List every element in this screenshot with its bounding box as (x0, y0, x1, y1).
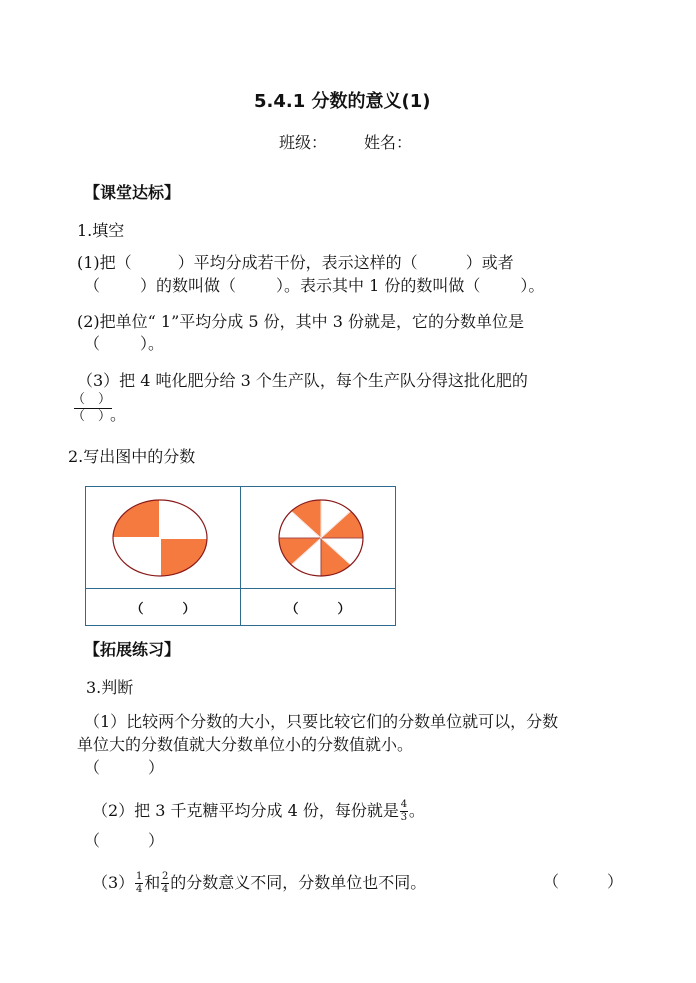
q3-item-2-answer[interactable]: （ ） (84, 831, 165, 850)
q1-heading: 1.填空 (77, 221, 125, 240)
slice-top-left (113, 500, 160, 538)
q3-item-1-answer[interactable]: （ ） (84, 758, 165, 777)
answer-cell-2[interactable]: （ ） (241, 589, 396, 626)
q2-heading: 2.写出图中的分数 (68, 447, 196, 466)
slice-bottom-left (113, 538, 160, 576)
section-heading-extension: 【拓展练习】 (84, 640, 181, 659)
q3-item-3-answer[interactable]: （ ） (543, 872, 624, 891)
class-label: 班级： (279, 133, 328, 152)
q3-item-3: （3） $\frac{1}{4}$ 和 $\frac{2}{4}$ 的分数意义不同，分数单位也不同。 (92, 871, 427, 895)
fraction-two-quarters: $\frac{2}{4}$ (162, 871, 169, 895)
fraction-four-thirds: $\frac{4}{3}$ (400, 799, 408, 823)
q1-line-5: （3）把 4 吨化肥分给 3 个生产队，每个生产队分得这批化肥的 (77, 371, 528, 390)
q1-line-1: (1)把（ ）平均分成若干份，表示这样的（ ）或者 (77, 253, 514, 272)
answer-cell-1[interactable]: （ ） (86, 589, 241, 626)
slice-top-right (160, 500, 207, 538)
circle-quarters-figure (86, 487, 240, 588)
fraction-figure-table (85, 486, 396, 626)
q1-line-2: （ ）的数叫做（ ）。表示其中 1 份的数叫做（ ）。 (84, 276, 545, 295)
name-label: 姓名： (364, 133, 413, 152)
page-title: 5.4.1 分数的意义(1) (254, 91, 431, 112)
answer-fraction-blank[interactable]: （ ） （ ） (72, 392, 112, 424)
figure-cell-1 (86, 487, 241, 589)
q1-line-3: (2)把单位“ 1”平均分成 5 份，其中 3 份就是，它的分数单位是 (77, 312, 524, 331)
fraction-one-quarter: $\frac{1}{4}$ (136, 871, 143, 895)
figure-cell-2 (241, 487, 396, 589)
slice-bottom-right (160, 538, 207, 576)
q3-item-1-line-2: 单位大的分数值就大分数单位小的分数值就小。 (77, 735, 414, 754)
q3-item-1-line-1: （1）比较两个分数的大小，只要比较它们的分数单位就可以，分数 (84, 712, 559, 731)
q1-line-4: （ ）。 (84, 334, 165, 353)
section-heading-classwork: 【课堂达标】 (84, 183, 181, 202)
q1-period: 。 (110, 405, 127, 424)
q3-item-2: （2）把 3 千克糖平均分成 4 份，每份就是 $\frac{4}{3}$ 。 (92, 799, 425, 823)
q3-heading: 3.判断 (86, 678, 134, 697)
circle-eighths-figure (241, 487, 391, 588)
